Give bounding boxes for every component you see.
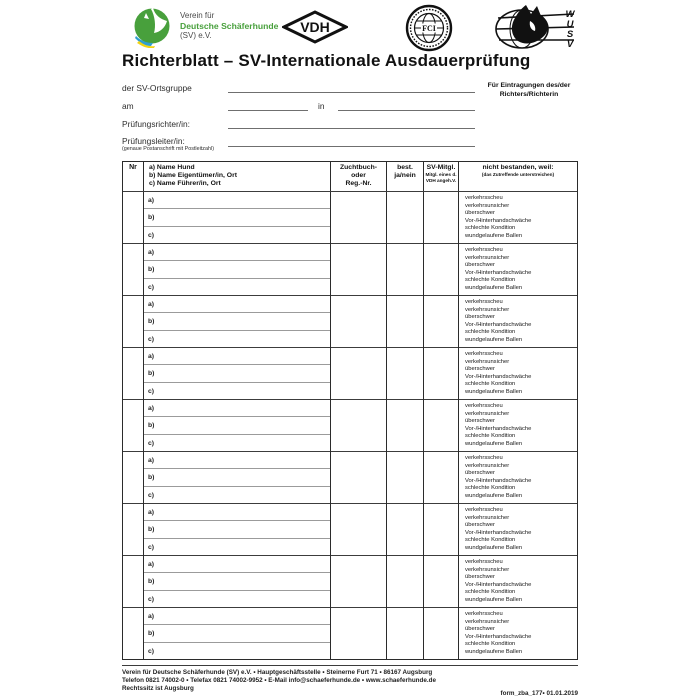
cell-bestanden (386, 244, 423, 296)
footer-line1: Verein für Deutsche Schäferhunde (SV) e.V. • Hauptgeschäftsstelle • Steinerne Furt 71 • 86167 Augsburg (122, 669, 433, 676)
fail-reason: wundgelaufene Ballen (465, 336, 523, 343)
fci-logo (404, 4, 454, 52)
table-row (123, 451, 577, 503)
fail-reason: schlechte Kondition (465, 277, 516, 283)
cell-bestanden (386, 400, 423, 452)
fail-reason: verkehrsunsicher (465, 514, 510, 521)
fail-reason: Vor-/Hinterhandschwäche (465, 269, 532, 276)
fail-reason: überschwer (465, 366, 495, 372)
cell-fail-reasons (458, 192, 577, 244)
cell-fail-reasons (458, 400, 577, 452)
subrow-b-label: b) (144, 469, 330, 486)
cell-names (143, 608, 330, 660)
fail-reason: Vor-/Hinterhandschwäche (465, 633, 532, 640)
cell-zuchtbuch (330, 400, 386, 452)
judge-entries-note-line1: Für Eintragungen des/der (487, 82, 571, 89)
cell-bestanden (386, 296, 423, 348)
cell-nr (123, 348, 143, 400)
field-am-label: am (122, 101, 134, 111)
subrow-c-label: c) (148, 647, 155, 655)
cell-sv-mitglied (423, 348, 458, 400)
subrow-b-label: b) (144, 313, 330, 330)
subrow-c-label: c) (148, 231, 155, 239)
fail-reason: schlechte Kondition (465, 589, 516, 595)
subrow-b-label: b) (144, 261, 330, 278)
sv-logo-line3: (SV) e.V. (180, 31, 212, 40)
cell-sv-mitglied (423, 504, 458, 556)
fail-reason: verkehrsscheu (465, 195, 503, 201)
header-name (143, 162, 330, 191)
fail-reason: verkehrsscheu (465, 455, 503, 461)
header-nicht-line2: (das Zutreffende unterstreichen) (481, 172, 555, 178)
sv-logo-line1: Verein für (180, 11, 215, 20)
cell-fail-reasons (458, 504, 577, 556)
cell-names (143, 452, 330, 504)
subrow-c-label: c) (148, 439, 155, 447)
field-in-line (338, 110, 475, 111)
field-in-label: in (318, 101, 325, 111)
header-sv-mitglied (423, 162, 458, 191)
fail-reason: wundgelaufene Ballen (465, 232, 523, 239)
sv-logo-mark (132, 7, 174, 48)
subrow-a-label: a) (144, 504, 330, 521)
subrow-a-label: a) (144, 556, 330, 573)
fail-reason: schlechte Kondition (465, 329, 516, 335)
cell-fail-reasons (458, 608, 577, 660)
fail-reason: verkehrsscheu (465, 299, 503, 305)
cell-nr (123, 296, 143, 348)
subrow-a-label: a) (144, 400, 330, 417)
judge-entries-note-line2: Richters/Richterin (499, 90, 559, 98)
sv-logo-line2: Deutsche Schäferhunde (180, 21, 279, 31)
fail-reason: überschwer (465, 262, 495, 268)
subrow-b-label: b) (144, 209, 330, 226)
cell-names (143, 504, 330, 556)
subrow-c-label: c) (148, 335, 155, 343)
header-nicht-line1: nicht bestanden, weil: (482, 164, 554, 171)
wusv-letter-s: S (566, 29, 574, 40)
header-nicht-bestanden (458, 162, 577, 191)
header-zuchtbuch-line1: Zuchtbuch- (340, 164, 377, 171)
fail-reason: wundgelaufene Ballen (465, 596, 523, 603)
cell-zuchtbuch (330, 192, 386, 244)
fail-reason: überschwer (465, 522, 495, 528)
subrow-b-label: b) (144, 521, 330, 538)
wusv-letter-v: V (566, 39, 574, 50)
field-am-line (228, 110, 308, 111)
cell-nr (123, 192, 143, 244)
cell-fail-reasons (458, 244, 577, 296)
fail-reason: verkehrsunsicher (465, 618, 510, 625)
subrow-a-label: a) (144, 192, 330, 209)
table-row (123, 243, 577, 295)
cell-sv-mitglied (423, 400, 458, 452)
fail-reason: Vor-/Hinterhandschwäche (465, 425, 532, 432)
field-ortsgruppe-line (228, 92, 475, 93)
fail-reason: schlechte Kondition (465, 641, 516, 647)
results-table (122, 161, 578, 660)
header-sv-line1: SV-Mitgl. (426, 164, 456, 171)
fail-reason: verkehrsscheu (465, 351, 503, 357)
subrow-c-label: c) (148, 387, 155, 395)
fail-reason: überschwer (465, 210, 495, 216)
fail-reason: wundgelaufene Ballen (465, 388, 523, 395)
subrow-c-label: c) (148, 595, 155, 603)
cell-names (143, 556, 330, 608)
header-zuchtbuch-line2: oder (351, 172, 366, 180)
fail-reason: verkehrsscheu (465, 247, 503, 253)
fail-reason: Vor-/Hinterhandschwäche (465, 529, 532, 536)
header-zuchtbuch-line3: Reg.-Nr. (345, 180, 372, 188)
form-id: form_zba_177• 01.01.2019 (500, 690, 578, 697)
fail-reason: verkehrsscheu (465, 403, 503, 409)
cell-sv-mitglied (423, 452, 458, 504)
cell-nr (123, 556, 143, 608)
cell-bestanden (386, 556, 423, 608)
cell-bestanden (386, 504, 423, 556)
cell-names (143, 296, 330, 348)
cell-zuchtbuch (330, 452, 386, 504)
subrow-b-label: b) (144, 573, 330, 590)
field-leiter-label: Prüfungsleiter/in: (122, 136, 185, 146)
cell-sv-mitglied (423, 296, 458, 348)
cell-bestanden (386, 192, 423, 244)
cell-zuchtbuch (330, 608, 386, 660)
header-zuchtbuch (330, 162, 386, 191)
cell-bestanden (386, 452, 423, 504)
wusv-letter-u: U (566, 19, 574, 30)
table-row (123, 347, 577, 399)
cell-nr (123, 608, 143, 660)
fail-reason: verkehrsscheu (465, 507, 503, 513)
cell-nr (123, 244, 143, 296)
table-header-row (123, 162, 577, 191)
fail-reason: überschwer (465, 626, 495, 632)
header-bestanden (386, 162, 423, 191)
subrow-b-label: b) (144, 417, 330, 434)
vdh-logo-label: VDH (300, 19, 330, 35)
cell-zuchtbuch (330, 504, 386, 556)
cell-zuchtbuch (330, 348, 386, 400)
table-row (123, 555, 577, 607)
fail-reason: wundgelaufene Ballen (465, 284, 523, 291)
fail-reason: überschwer (465, 470, 495, 476)
fail-reason: überschwer (465, 314, 495, 320)
fail-reason: überschwer (465, 418, 495, 424)
cell-sv-mitglied (423, 244, 458, 296)
table-row (123, 399, 577, 451)
fail-reason: wundgelaufene Ballen (465, 648, 523, 655)
fci-logo-label: FCI (422, 24, 436, 33)
table-body (123, 191, 577, 659)
vdh-logo (282, 10, 348, 44)
header-name-c: c) Name Führer/in, Ort (149, 180, 221, 188)
footer-line2: Telefon 0821 74002-0 • Telefax 0821 74002-9952 • E-Mail info@schaeferhunde.de • www.schaeferhunde.de (122, 676, 436, 684)
subrow-a-label: a) (144, 296, 330, 313)
cell-nr (123, 452, 143, 504)
subrow-a-label: a) (144, 452, 330, 469)
fail-reason: Vor-/Hinterhandschwäche (465, 217, 532, 224)
cell-fail-reasons (458, 452, 577, 504)
fail-reason: wundgelaufene Ballen (465, 492, 523, 499)
fail-reason: wundgelaufene Ballen (465, 544, 523, 551)
sv-logo (132, 7, 278, 48)
cell-bestanden (386, 608, 423, 660)
cell-fail-reasons (458, 556, 577, 608)
cell-sv-mitglied (423, 556, 458, 608)
subrow-c-label: c) (148, 491, 155, 499)
fail-reason: verkehrsunsicher (465, 358, 510, 365)
fail-reason: verkehrsunsicher (465, 202, 510, 209)
cell-names (143, 400, 330, 452)
field-leiter-line1 (228, 146, 475, 147)
footer-address (122, 669, 578, 692)
cell-fail-reasons (458, 348, 577, 400)
cell-nr (123, 400, 143, 452)
header-bestanden-line1: best. (397, 164, 413, 171)
subrow-a-label: a) (144, 348, 330, 365)
subrow-c-label: c) (148, 543, 155, 551)
cell-zuchtbuch (330, 244, 386, 296)
table-row (123, 295, 577, 347)
table-row (123, 503, 577, 555)
cell-names (143, 348, 330, 400)
table-row (123, 191, 577, 243)
field-ortsgruppe-label: der SV-Ortsgruppe (122, 83, 192, 93)
fail-reason: verkehrsunsicher (465, 410, 510, 417)
footer-divider (122, 665, 578, 666)
cell-fail-reasons (458, 296, 577, 348)
field-richter-line (228, 128, 475, 129)
fail-reason: verkehrsunsicher (465, 462, 510, 469)
fail-reason: verkehrsunsicher (465, 566, 510, 573)
header-sv-line3: VDH angeh.V. (425, 177, 457, 183)
cell-names (143, 192, 330, 244)
fail-reason: Vor-/Hinterhandschwäche (465, 373, 532, 380)
fail-reason: verkehrsunsicher (465, 254, 510, 261)
wusv-logo (486, 3, 578, 53)
fail-reason: verkehrsscheu (465, 559, 503, 565)
footer-line3: Rechtssitz ist Augsburg (122, 684, 194, 692)
subrow-b-label: b) (144, 625, 330, 642)
subrow-a-label: a) (144, 244, 330, 261)
fail-reason: Vor-/Hinterhandschwäche (465, 321, 532, 328)
judge-entries-note (479, 82, 579, 99)
fail-reason: Vor-/Hinterhandschwäche (465, 477, 532, 484)
fail-reason: verkehrsscheu (465, 611, 503, 617)
fail-reason: Vor-/Hinterhandschwäche (465, 581, 532, 588)
page-title: Richterblatt – SV-Internationale Ausdauerprüfung (122, 51, 531, 70)
header-name-a: a) Name Hund (149, 164, 195, 171)
field-richter-label: Prüfungsrichter/in: (122, 119, 190, 129)
fail-reason: verkehrsunsicher (465, 306, 510, 313)
wusv-letter-w: W (565, 9, 575, 20)
cell-names (143, 244, 330, 296)
fail-reason: wundgelaufene Ballen (465, 440, 523, 447)
header-bestanden-line2: ja/nein (394, 172, 416, 180)
cell-bestanden (386, 348, 423, 400)
subrow-b-label: b) (144, 365, 330, 382)
fail-reason: schlechte Kondition (465, 433, 516, 439)
fail-reason: überschwer (465, 574, 495, 580)
fail-reason: schlechte Kondition (465, 485, 516, 491)
cell-zuchtbuch (330, 296, 386, 348)
header-nr: Nr (129, 164, 137, 171)
header-name-b: b) Name Eigentümer/in, Ort (149, 172, 237, 180)
cell-sv-mitglied (423, 192, 458, 244)
subrow-a-label: a) (144, 608, 330, 625)
table-row (123, 607, 577, 659)
subrow-c-label: c) (148, 283, 155, 291)
fail-reason: schlechte Kondition (465, 381, 516, 387)
fail-reason: schlechte Kondition (465, 537, 516, 543)
fail-reason: schlechte Kondition (465, 225, 516, 231)
field-leiter-note: (genaue Postanschrift mit Postleitzahl) (122, 146, 214, 152)
cell-nr (123, 504, 143, 556)
sv-logo-text (180, 7, 278, 48)
cell-sv-mitglied (423, 608, 458, 660)
cell-zuchtbuch (330, 556, 386, 608)
header-sv-line2: Mitgl. eines d. (425, 172, 457, 178)
